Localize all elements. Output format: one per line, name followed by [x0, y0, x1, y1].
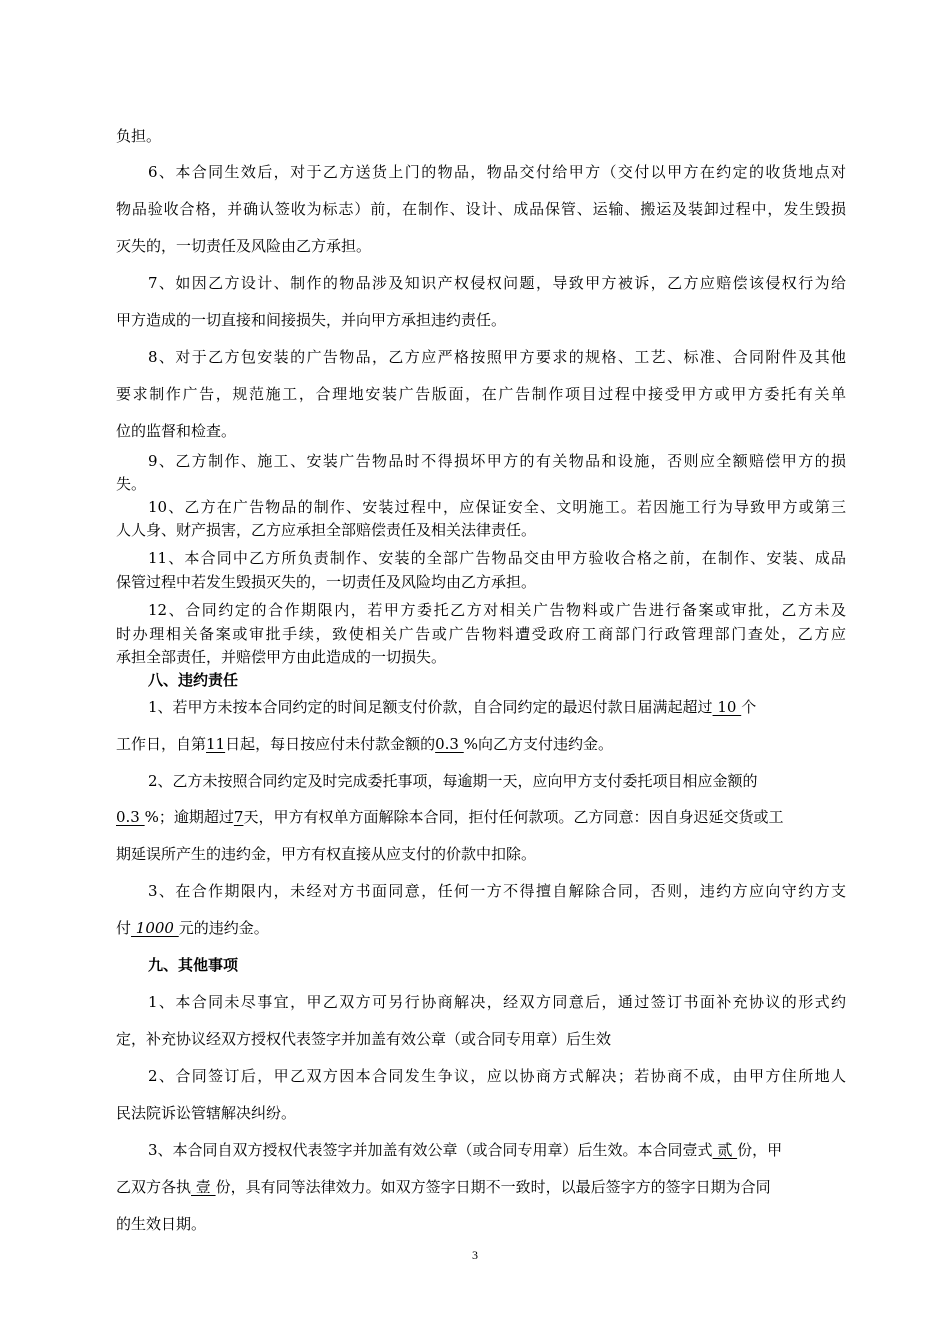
clause-11-line-2: 保管过程中若发生毁损灭失的，一切责任及风险均由乙方承担。 [116, 573, 537, 591]
clause-7-line-2: 甲方造成的一切直接和间接损失，并向甲方承担违约责任。 [116, 311, 507, 329]
section-9-clause-3-line-2 [116, 1177, 846, 1197]
section-8-clause-2-line-1: 2、乙方未按照合同约定及时完成委托事项，每逾期一天，应向甲方支付委托项目相应金额的 [148, 772, 758, 790]
section-9-clause-3-line-1 [148, 1140, 878, 1160]
section-9-clause-1-line-1: 1、本合同未尽事宜，甲乙双方可另行协商解决，经双方同意后，通过签订书面补充协议的形式约 [148, 993, 846, 1011]
text: 工作日，自第 [116, 735, 207, 753]
start-day-value: 11 [206, 735, 226, 753]
section-8-heading: 八、违约责任 [148, 671, 239, 689]
text: 付 [116, 919, 132, 937]
overdue-limit-days-value: 7 [233, 808, 244, 826]
breach-amount-value: 1000 [131, 919, 179, 937]
overdue-days-value: 10 [712, 698, 742, 716]
text: 份，甲 [737, 1141, 783, 1159]
clause-6-line-2: 物品验收合格，并确认签收为标志）前，在制作、设计、成品保管、运输、搬运及装卸过程中，发生毁损 [116, 200, 846, 218]
section-9-clause-3-line-3: 的生效日期。 [116, 1215, 207, 1233]
clause-9-line-1: 9、乙方制作、施工、安装广告物品时不得损坏甲方的有关物品和设施，否则应全额赔偿甲方的损 [148, 452, 846, 470]
section-9-clause-2-line-1: 2、合同签订后，甲乙双方因本合同发生争议，应以协商方式解决；若协商不成，由甲方住所地人 [148, 1067, 846, 1085]
text: 份，具有同等法律效力。如双方签字日期不一致时，以最后签字方的签字日期为合同 [215, 1178, 771, 1196]
copies-total-value: 贰 [712, 1141, 738, 1159]
section-9-clause-1-line-2: 定，补充协议经双方授权代表签字并加盖有效公章（或合同专用章）后生效 [116, 1030, 612, 1048]
clause-6-line-1: 6、本合同生效后，对于乙方送货上门的物品，物品交付给甲方（交付以甲方在约定的收货地点对 [148, 163, 846, 181]
page-number: 3 [472, 1248, 478, 1262]
text: 1、若甲方未按本合同约定的时间足额支付价款，自合同约定的最迟付款日届满起超过 [148, 698, 713, 716]
section-8-clause-3-line-1: 3、在合作期限内，未经对方书面同意，任何一方不得擅自解除合同，否则，违约方应向守约方支 [148, 882, 846, 900]
text: 日起，每日按应付未付款金额的 [225, 735, 436, 753]
section-8-clause-3-line-2 [116, 918, 846, 938]
clause-12-line-2: 时办理相关备案或审批手续，致使相关广告或广告物料遭受政府工商部门行政管理部门查处，乙方应 [116, 625, 846, 643]
copies-each-value: 壹 [191, 1178, 216, 1196]
text: %向乙方支付违约金。 [463, 735, 614, 753]
penalty-rate-value: 0.3 [435, 735, 464, 753]
section-8-clause-1-line-2 [116, 734, 846, 754]
clause-10-line-1: 10、乙方在广告物品的制作、安装过程中，应保证安全、文明施工。若因施工行为导致甲方或第三 [148, 498, 846, 516]
clause-12-line-1: 12、合同约定的合作期限内，若甲方委托乙方对相关广告物料或广告进行备案或审批，乙方未及 [148, 601, 846, 619]
clause-12-line-3: 承担全部责任，并赔偿甲方由此造成的一切损失。 [116, 648, 447, 666]
clause-8-line-2: 要求制作广告，规范施工，合理地安装广告版面，在广告制作项目过程中接受甲方或甲方委托有关单 [116, 385, 846, 403]
text: 个 [741, 698, 757, 716]
text: 天，甲方有权单方面解除本合同，拒付任何款项。乙方同意：因自身迟延交货或工 [243, 808, 784, 826]
text-line: 负担。 [116, 127, 162, 145]
clause-8-line-1: 8、对于乙方包安装的广告物品，乙方应严格按照甲方要求的规格、工艺、标准、合同附件及其他 [148, 348, 846, 366]
text: 乙双方各执 [116, 1178, 192, 1196]
section-8-clause-2-line-3: 期延误所产生的违约金，甲方有权直接从应支付的价款中扣除。 [116, 845, 537, 863]
text: 元的违约金。 [178, 919, 269, 937]
section-9-heading: 九、其他事项 [148, 956, 239, 974]
clause-8-line-3: 位的监督和检查。 [116, 422, 237, 440]
clause-10-line-2: 人人身、财产损害，乙方应承担全部赔偿责任及相关法律责任。 [116, 521, 537, 539]
section-8-clause-1-line-1 [148, 697, 878, 717]
clause-9-line-2: 失。 [116, 475, 147, 493]
clause-7-line-1: 7、如因乙方设计、制作的物品涉及知识产权侵权问题，导致甲方被诉，乙方应赔偿该侵权行为给 [148, 274, 846, 292]
clause-6-line-3: 灭失的，一切责任及风险由乙方承担。 [116, 237, 372, 255]
clause-11-line-1: 11、本合同中乙方所负责制作、安装的全部广告物品交由甲方验收合格之前，在制作、安装、成品 [148, 549, 846, 567]
text: %；逾期超过 [144, 808, 234, 826]
text: 3、本合同自双方授权代表签字并加盖有效公章（或合同专用章）后生效。本合同壹式 [148, 1141, 713, 1159]
section-8-clause-2-line-2 [116, 807, 846, 827]
daily-penalty-rate-value: 0.3 [116, 808, 145, 826]
section-9-clause-2-line-2: 民法院诉讼管辖解决纠纷。 [116, 1104, 297, 1122]
